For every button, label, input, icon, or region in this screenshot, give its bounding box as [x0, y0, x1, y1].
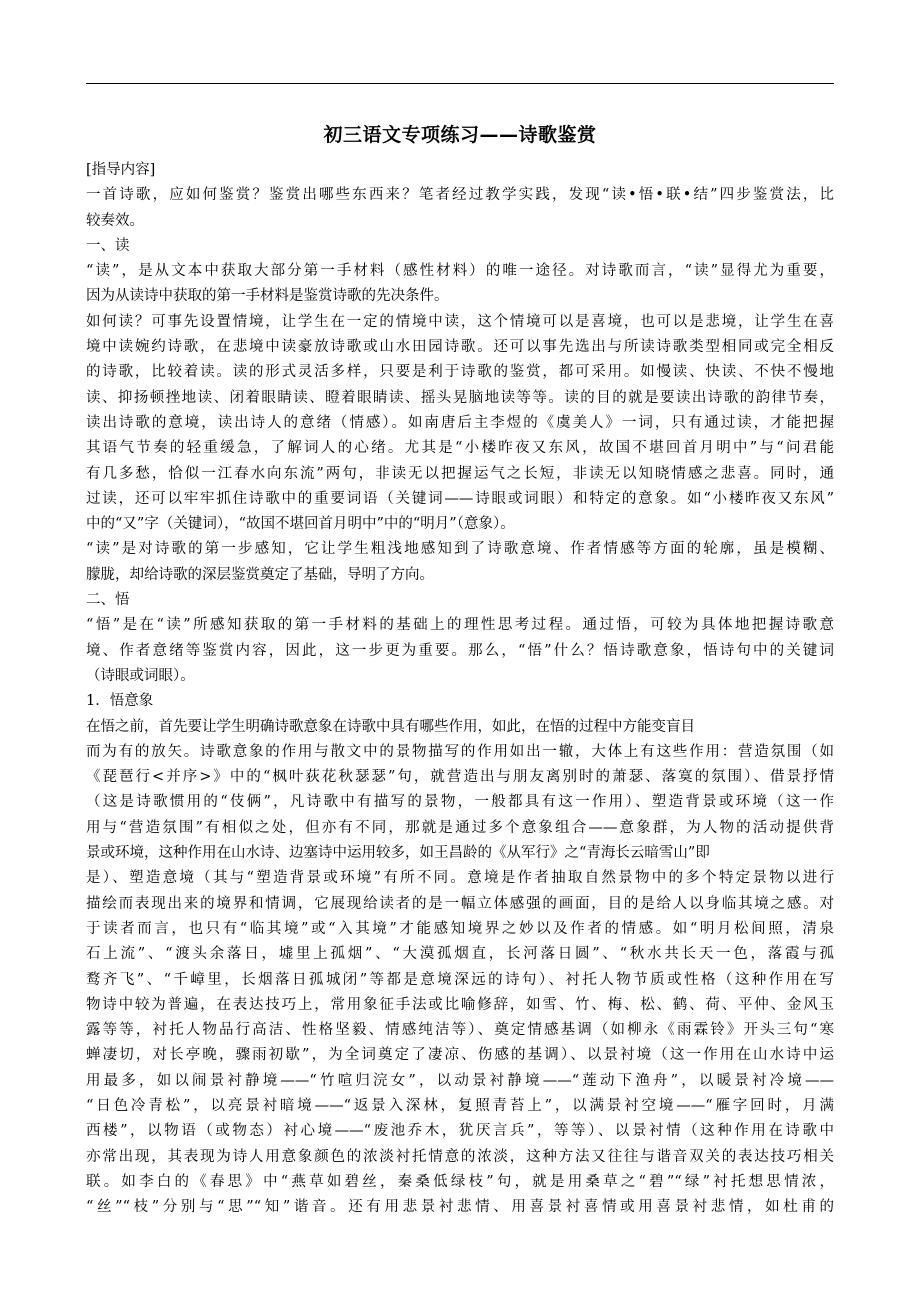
body-line: （诗眼或词眼）。	[86, 667, 195, 684]
body-line: 读、抑扬顿挫地读、闭着眼睛读、瞪着眼睛读、摇头晃脑地读等等。读的目的就是要读出诗歌的韵律节奏，	[86, 389, 834, 406]
body-line: 《琵琶行<并序>》中的“枫叶荻花秋瑟瑟”句，就营造出与朋友离别时的萧瑟、落寞的氛围）、借景抒情	[86, 769, 834, 786]
body-line: [指导内容]	[86, 162, 156, 178]
body-line: “读”是对诗歌的第一步感知，它让学生粗浅地感知到了诗歌意境、作者情感等方面的轮廓，虽是模糊、	[86, 541, 834, 558]
body-line: 二、悟	[86, 592, 130, 609]
body-line: 石上流”、“渡头余落日，墟里上孤烟”、“大漠孤烟直，长河落日圆”、“秋水共长天一色，落霞与孤	[86, 946, 834, 963]
body-line: “日色冷青松”，以亮景衬暗境——“返景入深林，复照青苔上”，以满景衬空境——“雁字回时，月满	[86, 1097, 834, 1114]
document-body	[86, 158, 834, 1220]
body-line: 如何读？可事先设置情境，让学生在一定的情境中读，这个情境可以是喜境，也可以是悲境，让学生在喜	[86, 313, 834, 330]
body-line: 蝉凄切，对长亭晚，骤雨初歇”，为全词奠定了凄凉、伤感的基调）、以景衬境（这一作用在山水诗中运	[86, 1047, 834, 1064]
header-rule	[86, 83, 834, 84]
body-line: 而为有的放矢。诗歌意象的作用与散文中的景物描写的作用如出一辙，大体上有这些作用：营造氛围（如	[86, 743, 834, 760]
body-line: 一、读	[86, 237, 130, 254]
body-line: （这是诗歌惯用的“伎俩”，凡诗歌中有描写的景物，一般都具有这一作用）、塑造背景或环境（这一作	[86, 794, 834, 811]
body-line: 鹜齐飞”、“千嶂里，长烟落日孤城闭”等都是意境深远的诗句）、衬托人物节质或性格（这种作用在写	[86, 971, 834, 988]
body-line: 物诗中较为普遍，在表达技巧上，常用象征手法或比喻修辞，如雪、竹、梅、松、鹤、荷、平仲、金风玉	[86, 996, 834, 1013]
body-line: 在悟之前，首先要让学生明确诗歌意象在诗歌中具有哪些作用，如此，在悟的过程中方能变盲目	[86, 718, 695, 735]
document-title: 初三语文专项练习——诗歌鉴赏	[323, 124, 597, 146]
body-line: 用最多，如以闹景衬静境——“竹喧归浣女”，以动景衬静境——“莲动下渔舟”，以暖景衬冷境——	[86, 1072, 834, 1089]
body-line: “读”，是从文本中获取大部分第一手材料（感性材料）的唯一途径。对诗歌而言，“读”显得尤为重要，	[86, 263, 834, 280]
body-line: 过读，还可以牢牢抓住诗歌中的重要词语（关键词——诗眼或词眼）和特定的意象。如“小楼昨夜又东风”	[86, 490, 834, 507]
body-line: 是）、塑造意境（其与“塑造背景或环境”有所不同。意境是作者抽取自然景物中的多个特定景物以进行	[86, 870, 834, 887]
body-line: 的诗歌，比较着读。读的形式灵活多样，只要是利于诗歌的鉴赏，都可采用。如慢读、快读、不快不慢地	[86, 364, 834, 381]
body-line: 西楼”，以物语（或物态）衬心境——“废池乔木，犹厌言兵”，等等）、以景衬情（这种作用在诗歌中	[86, 1123, 834, 1140]
body-line: 描绘而表现出来的境界和情调，它展现给读者的是一幅立体感强的画面，目的是给人以身临其境之感。对	[86, 895, 834, 912]
body-line: 因为从读诗中获取的第一手材料是鉴赏诗歌的先决条件。	[86, 288, 449, 305]
body-line: 较奏效。	[86, 212, 144, 229]
body-line: 读出诗歌的意境，读出诗人的意绪（情感）。如南唐后主李煜的《虞美人》一词，只有通过读，才能把握	[86, 414, 834, 431]
body-line: 联。如李白的《春思》中“燕草如碧丝，秦桑低绿枝”句，就是用桑草之“碧”“绿”衬托想思情浓，	[86, 1173, 834, 1190]
body-line: 亦常出现，其表现为诗人用意象颜色的浓淡衬托情意的浓淡，这种方法又往往与谐音双关的表达技巧相关	[86, 1148, 834, 1165]
body-line: 境、作者意绪等鉴赏内容，因此，这一步更为重要。那么，“悟”什么？悟诗歌意象，悟诗句中的关键词	[86, 642, 834, 659]
body-line: 用与“营造氛围”有相似之处，但亦有不同，那就是通过多个意象组合——意象群，为人物的活动提供背	[86, 819, 834, 836]
body-line: 1．悟意象	[86, 693, 154, 710]
body-line: 境中读婉约诗歌，在悲境中读豪放诗歌或山水田园诗歌。还可以事先选出与所读诗歌类型相同或完全相反	[86, 339, 834, 356]
body-line: “悟”是在“读”所感知获取的第一手材料的基础上的理性思考过程。通过悟，可较为具体地把握诗歌意	[86, 617, 834, 634]
body-line: 其语气节奏的轻重缓急，了解词人的心绪。尤其是“小楼昨夜又东风，故国不堪回首月明中”与“问君能	[86, 440, 834, 457]
body-line: 中的“又”字（关键词），“故国不堪回首月明中”中的“明月”（意象）。	[86, 516, 515, 533]
body-line: 露等等，衬托人物品行高洁、性格坚毅、情感纯洁等）、奠定情感基调（如柳永《雨霖铃》开头三句“寒	[86, 1022, 834, 1039]
body-line: 一首诗歌，应如何鉴赏？鉴赏出哪些东西来？笔者经过教学实践，发现“读•悟•联•结”四步鉴赏法，比	[86, 187, 834, 204]
body-line: 朦胧，却给诗歌的深层鉴赏奠定了基础，导明了方向。	[86, 566, 434, 583]
body-line: 有几多愁，恰似一江春水向东流”两句，非读无以把握运气之长短，非读无以知晓情感之悲喜。同时，通	[86, 465, 834, 482]
body-line: 于读者而言，也只有“临其境”或“入其境”才能感知境界之妙以及作者的情感。如“明月松间照，清泉	[86, 920, 834, 937]
body-line: 景或环境，这种作用在山水诗、边塞诗中运用较多，如王昌龄的《从军行》之“青海长云暗雪山”即	[86, 845, 710, 862]
body-line: “丝”“枝”分别与“思”“知”谐音。还有用悲景衬悲情、用喜景衬喜情或用喜景衬悲情，如杜甫的	[86, 1199, 834, 1216]
